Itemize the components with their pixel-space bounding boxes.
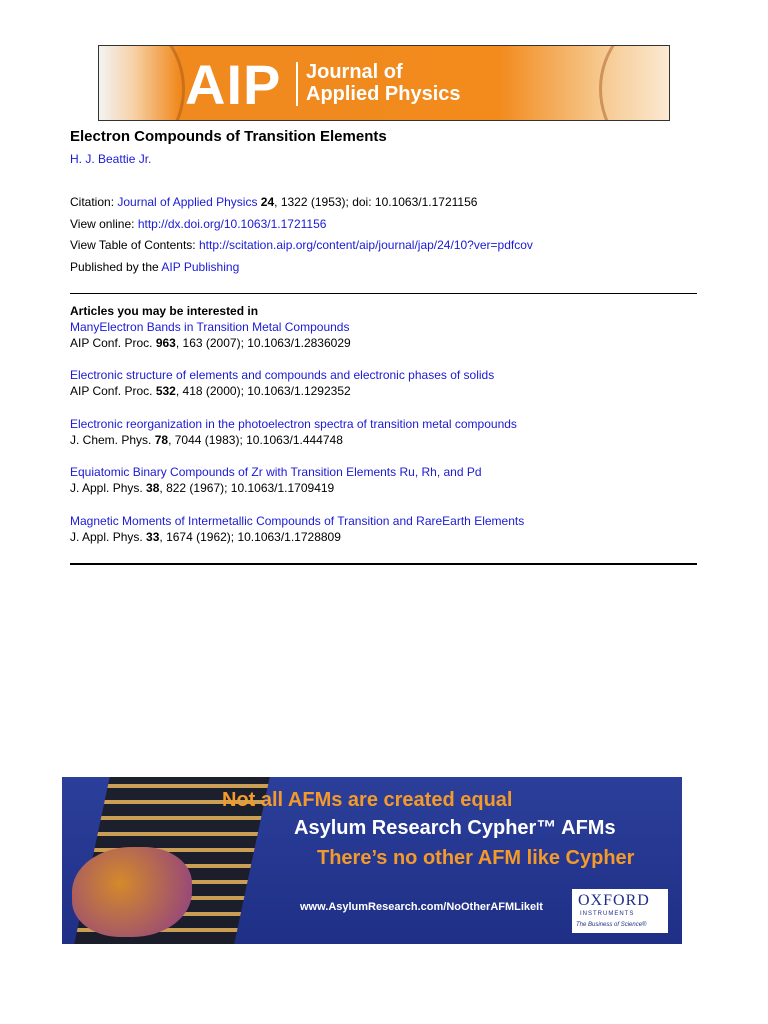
journal-name-line1: Journal of [306, 61, 403, 83]
divider-bottom [70, 563, 697, 565]
related-article-ref: AIP Conf. Proc. 963, 163 (2007); 10.1063/1.2836029 [70, 336, 351, 350]
related-article [70, 464, 482, 496]
oxford-instruments-logo [572, 889, 668, 933]
journal-banner[interactable] [98, 45, 670, 121]
article-title: Electron Compounds of Transition Elements [70, 128, 387, 145]
related-heading: Articles you may be interested in [70, 304, 259, 318]
brand-name: OXFORD [578, 892, 650, 909]
toc-link[interactable]: http://scitation.aip.org/content/aip/journal/jap/24/10?ver=pdfcov [198, 238, 533, 252]
toc-line [70, 238, 533, 252]
publisher-link[interactable]: AIP Publishing [161, 260, 240, 274]
citation-line [70, 195, 477, 209]
related-article [70, 416, 517, 448]
doi-link[interactable]: http://dx.doi.org/10.1063/1.1721156 [137, 217, 327, 231]
logo-divider [296, 62, 298, 106]
brand-sub: INSTRUMENTS [580, 911, 635, 917]
related-article-ref: AIP Conf. Proc. 532, 418 (2000); 10.1063/1.1292352 [70, 384, 351, 398]
related-article [70, 367, 494, 399]
aip-logo: AIP [185, 53, 282, 116]
advertisement-banner[interactable] [62, 777, 682, 944]
related-article [70, 319, 351, 351]
view-online-label: View online: [70, 217, 138, 231]
divider-top [70, 293, 697, 294]
ad-headline: Not all AFMs are created equal [222, 789, 513, 811]
citation-label: Citation: [70, 195, 118, 209]
citation-details: , 1322 (1953); doi: 10.1063/1.1721156 [274, 195, 478, 209]
related-article-link[interactable]: Equiatomic Binary Compounds of Zr with Transition Elements Ru, Rh, and Pd [70, 465, 482, 479]
related-article-ref: J. Appl. Phys. 33, 1674 (1962); 10.1063/1.1728809 [70, 530, 341, 544]
published-label: Published by the [70, 260, 162, 274]
journal-link[interactable]: Journal of Applied Physics [117, 195, 258, 209]
related-article [70, 513, 524, 545]
related-article-ref: J. Appl. Phys. 38, 822 (1967); 10.1063/1.1709419 [70, 481, 335, 495]
journal-name-line2: Applied Physics [306, 83, 461, 105]
ad-url[interactable]: www.AsylumResearch.com/NoOtherAFMLikeIt [300, 901, 543, 913]
afm-image-graphic [72, 847, 192, 937]
ad-tagline: There’s no other AFM like Cypher [317, 847, 635, 869]
related-article-link[interactable]: Magnetic Moments of Intermetallic Compounds of Transition and RareEarth Elements [70, 514, 525, 528]
related-article-link[interactable]: Electronic structure of elements and compounds and electronic phases of solids [70, 368, 495, 382]
author-link[interactable]: H. J. Beattie Jr. [70, 152, 152, 166]
swirl-decoration [599, 45, 670, 121]
journal-name [306, 61, 461, 105]
published-line [70, 260, 239, 274]
view-online-line [70, 217, 326, 231]
ad-product: Asylum Research Cypher™ AFMs [294, 817, 616, 839]
toc-label: View Table of Contents: [70, 238, 199, 252]
brand-tagline: The Business of Science® [576, 922, 647, 928]
swirl-decoration [98, 45, 185, 121]
citation-volume: 24 [260, 195, 275, 209]
related-article-ref: J. Chem. Phys. 78, 7044 (1983); 10.1063/1.444748 [70, 433, 343, 447]
related-article-link[interactable]: ManyElectron Bands in Transition Metal Compounds [70, 320, 350, 334]
related-article-link[interactable]: Electronic reorganization in the photoelectron spectra of transition metal compounds [70, 417, 517, 431]
